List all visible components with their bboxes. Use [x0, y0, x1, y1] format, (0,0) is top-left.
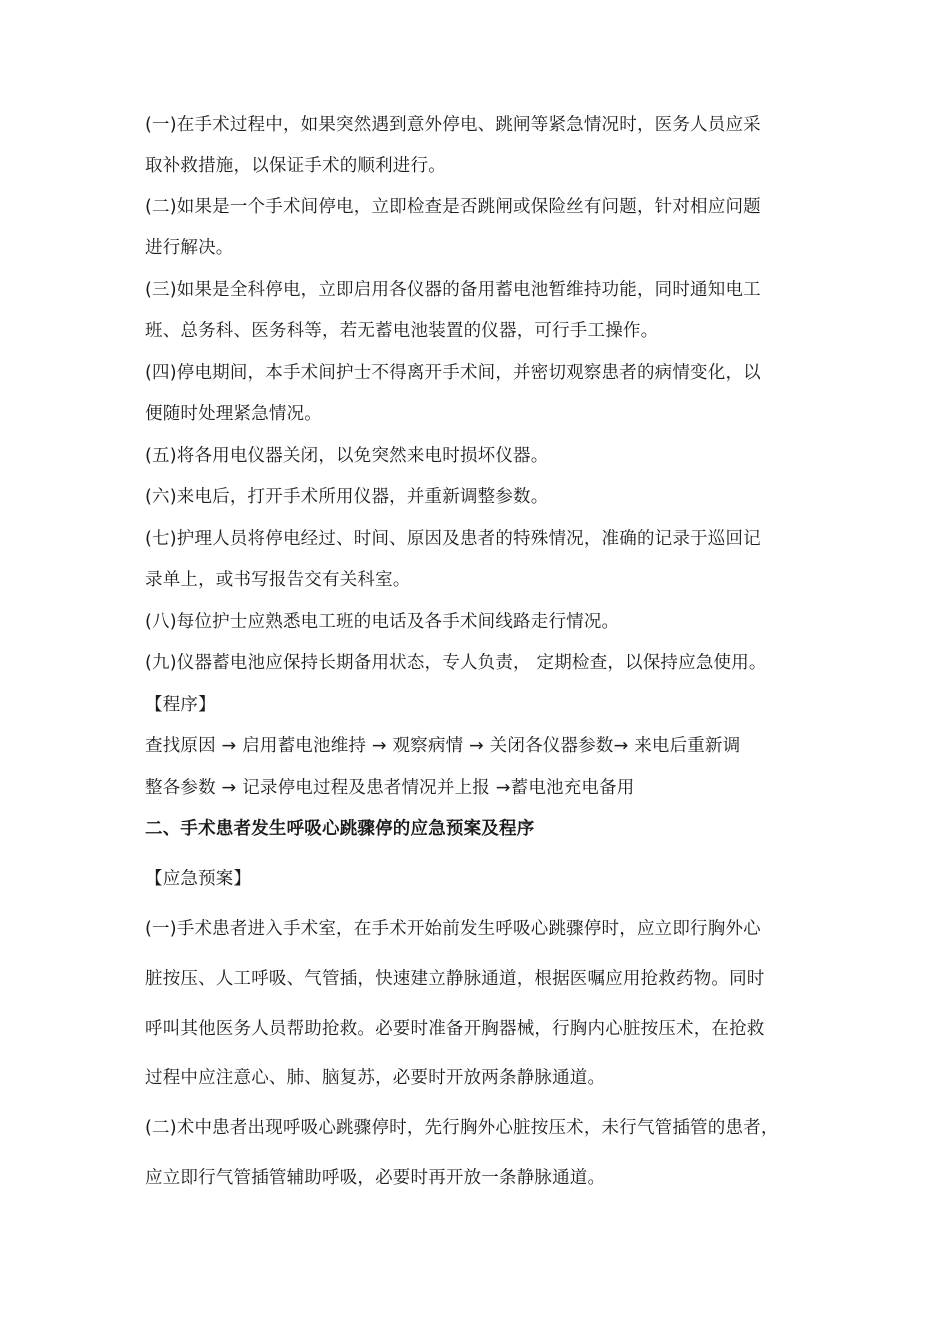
paragraph-2-line-1: (二)如果是一个手术间停电，立即检查是否跳闸或保险丝有问题，针对相应问题 [145, 197, 761, 217]
section-2-paragraph-1-line-2: 脏按压、人工呼吸、气管插，快速建立静脉通道，根据医嘱应用抢救药物。同时 [145, 969, 765, 989]
paragraph-7-line-1: (七)护理人员将停电经过、时间、原因及患者的特殊情况，准确的记录于巡回记 [145, 529, 761, 549]
procedure-line-1: 查找原因 → 启用蓄电池维持 → 观察病情 → 关闭各仪器参数→ 来电后重新调 [145, 736, 741, 756]
paragraph-6-line-1: (六)来电后，打开手术所用仪器，并重新调整参数。 [145, 487, 549, 507]
paragraph-3-line-1: (三)如果是全科停电，立即启用各仪器的备用蓄电池暂维持功能，同时通知电工 [145, 280, 761, 300]
section-2-paragraph-2-line-1: (二)术中患者出现呼吸心跳骤停时，先行胸外心脏按压术，未行气管插管的患者， [145, 1118, 779, 1138]
paragraph-8-line-1: (八)每位护士应熟悉电工班的电话及各手术间线路走行情况。 [145, 612, 620, 632]
paragraph-3-line-2: 班、总务科、医务科等，若无蓄电池装置的仪器，可行手工操作。 [145, 321, 659, 341]
section-2-paragraph-1-line-1: (一)手术患者进入手术室，在手术开始前发生呼吸心跳骤停时，应立即行胸外心 [145, 919, 761, 939]
procedure-line-2: 整各参数 → 记录停电过程及患者情况并上报 →蓄电池充电备用 [145, 778, 635, 798]
paragraph-1-line-2: 取补救措施，以保证手术的顺利进行。 [145, 156, 446, 176]
section-2-title: 二、手术患者发生呼吸心跳骤停的应急预案及程序 [145, 819, 535, 839]
procedure-heading: 【程序】 [145, 695, 216, 715]
paragraph-4-line-2: 便随时处理紧急情况。 [145, 404, 322, 424]
paragraph-5-line-1: (五)将各用电仪器关闭，以免突然来电时损坏仪器。 [145, 446, 549, 466]
paragraph-1-line-1: (一)在手术过程中，如果突然遇到意外停电、跳闸等紧急情况时，医务人员应采 [145, 115, 761, 135]
section-2-paragraph-1-line-4: 过程中应注意心、肺、脑复苏，必要时开放两条静脉通道。 [145, 1068, 606, 1088]
paragraph-9-line-1: (九)仪器蓄电池应保持长期备用状态，专人负责， 定期检查，以保持应急使用。 [145, 653, 767, 673]
section-2-paragraph-1-line-3: 呼叫其他医务人员帮助抢救。必要时准备开胸器械，行胸内心脏按压术，在抢救 [145, 1019, 765, 1039]
section-2-paragraph-2-line-2: 应立即行气管插管辅助呼吸，必要时再开放一条静脉通道。 [145, 1168, 606, 1188]
paragraph-7-line-2: 录单上，或书写报告交有关科室。 [145, 570, 411, 590]
paragraph-4-line-1: (四)停电期间，本手术间护士不得离开手术间，并密切观察患者的病情变化，以 [145, 363, 761, 383]
emergency-plan-heading: 【应急预案】 [145, 869, 252, 889]
paragraph-2-line-2: 进行解决。 [145, 238, 234, 258]
